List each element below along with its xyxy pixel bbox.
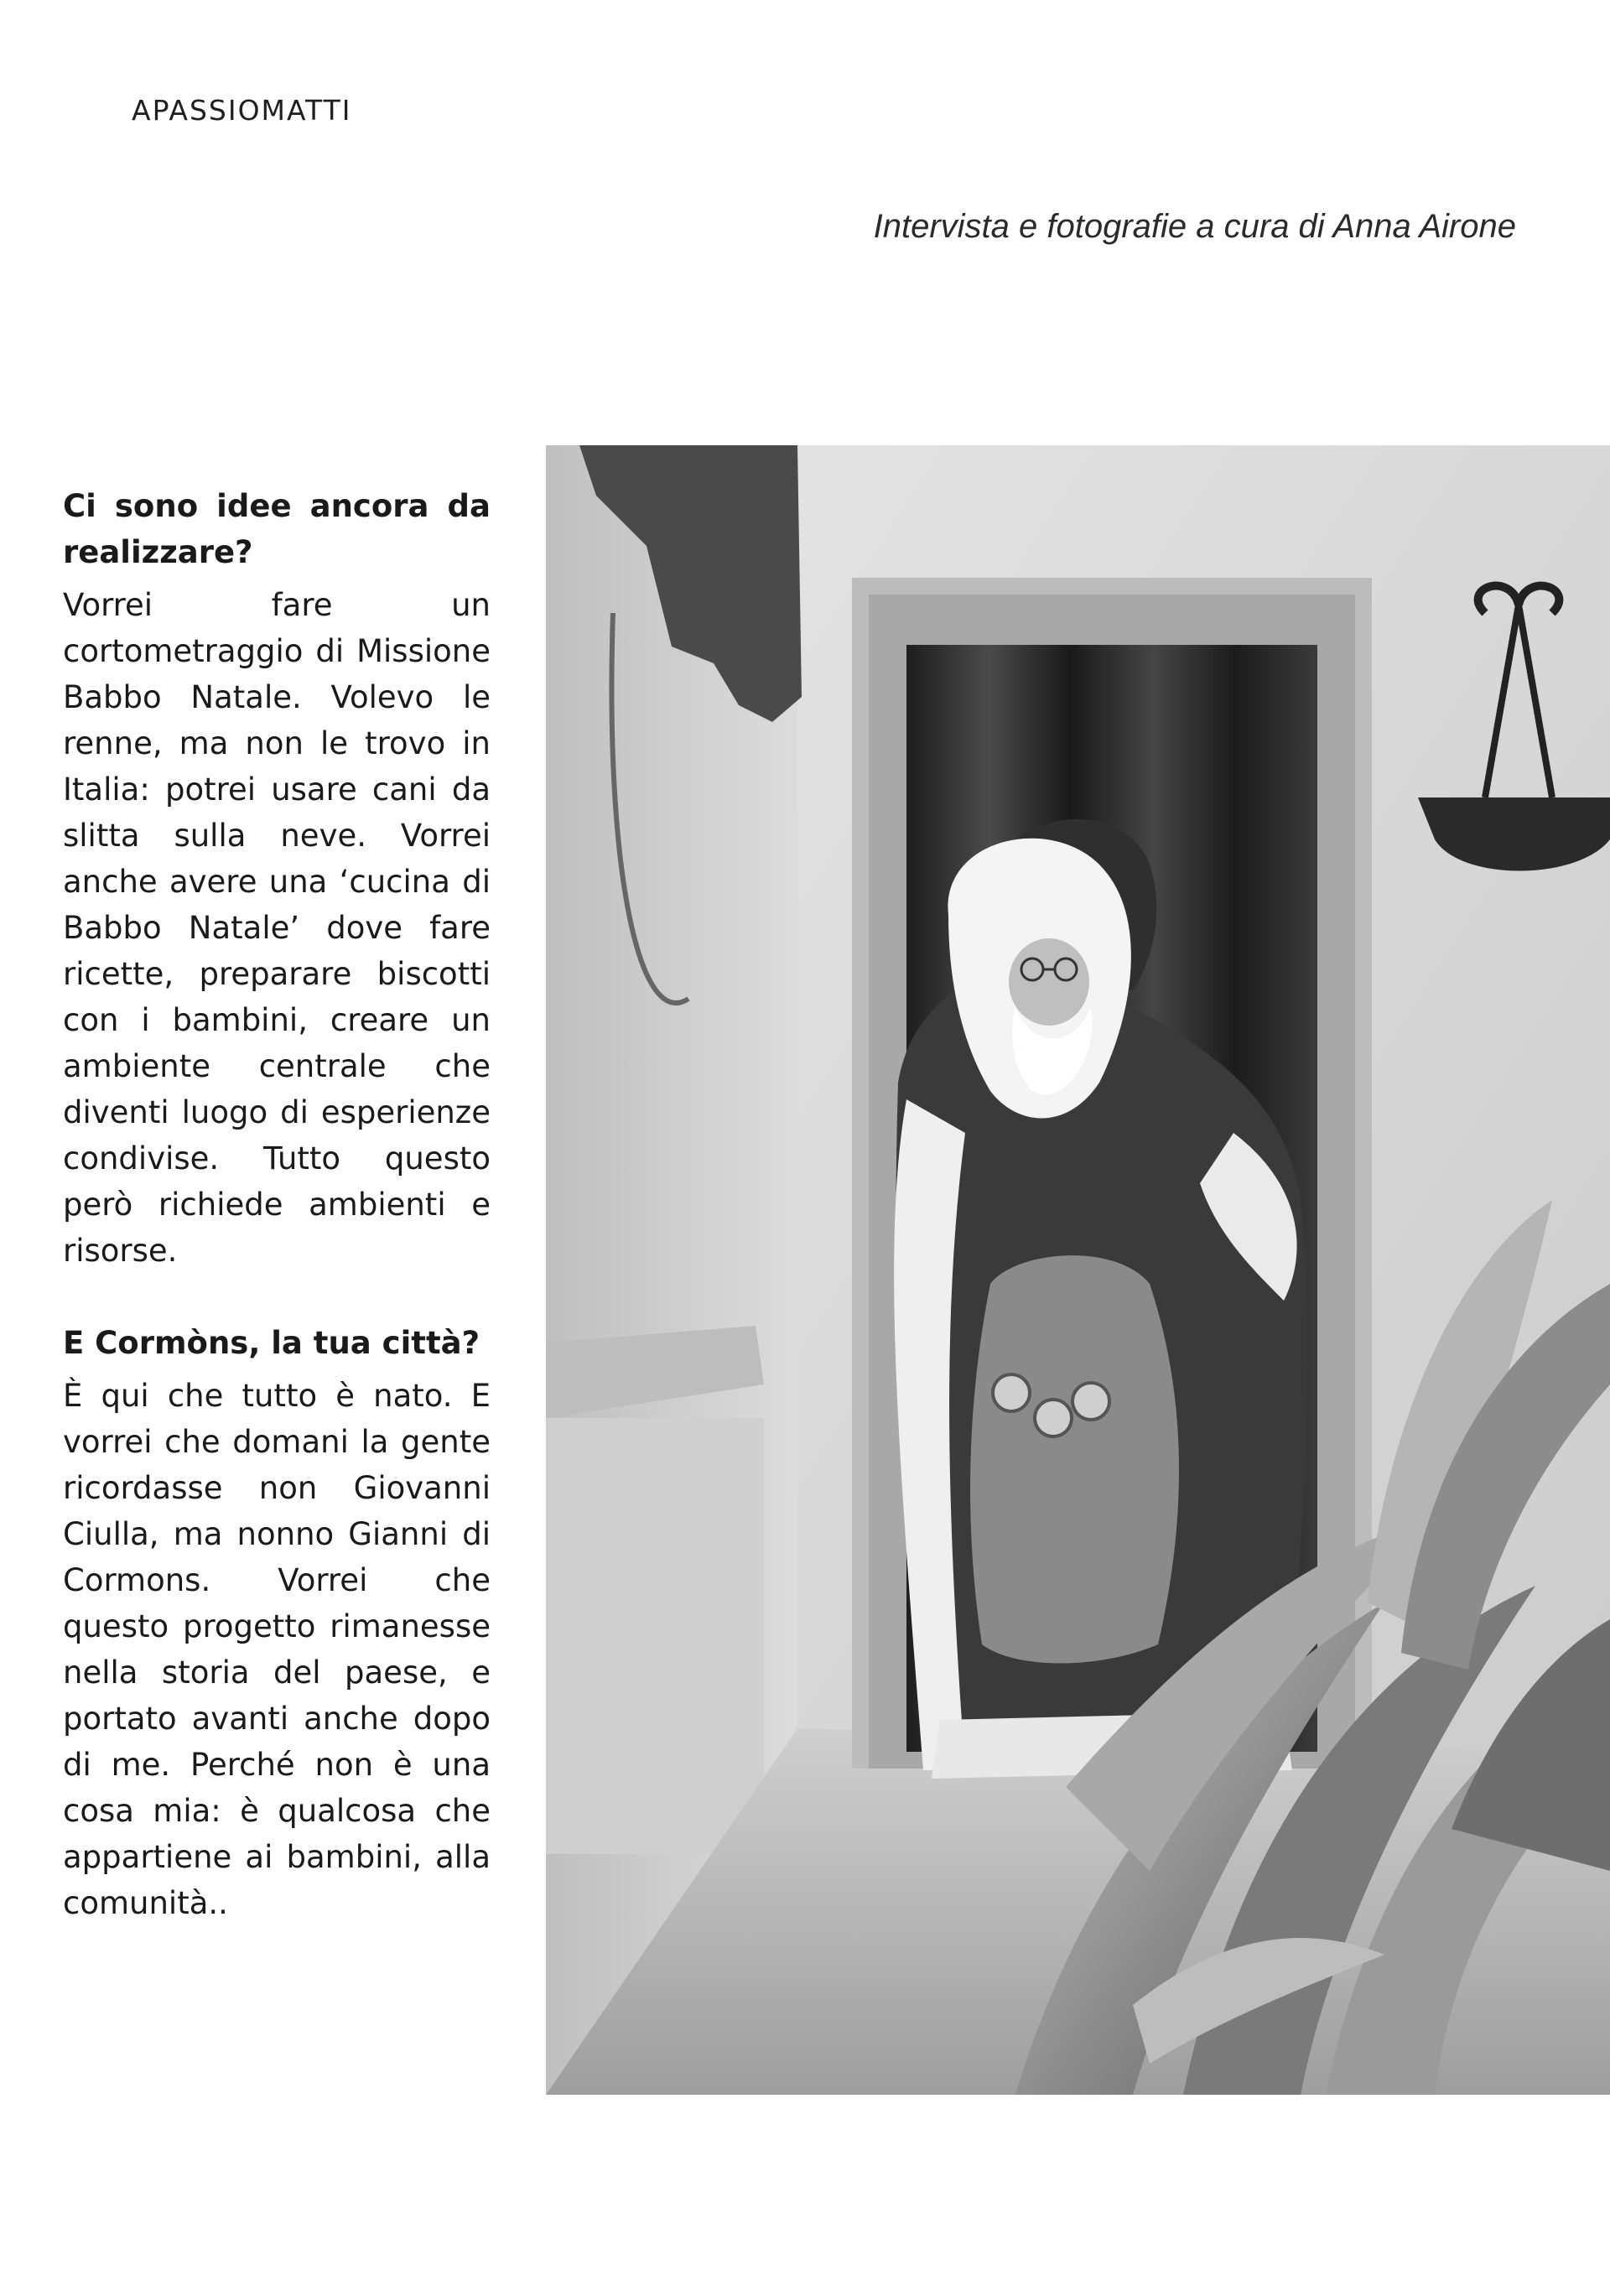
answer-cormons: È qui che tutto è nato. E vorrei che domani la gente ricordasse non Giovanni Ciulla, ma nonno Gianni di Cormons. Vorrei che questo progetto rimanesse nella storia del paese, e portato avanti anche dopo di me. Perché non è una cosa mia: è qualcosa che appartiene ai bambini, alla comunità.. — [63, 1378, 491, 1921]
section-label: APASSIOMATTI — [132, 94, 352, 127]
question-cormons: E Cormòns, la tua città? — [63, 1325, 480, 1361]
santa-photo-illustration — [546, 445, 1610, 2095]
interview-text-column — [63, 483, 491, 1926]
ledge-block — [546, 1418, 764, 1854]
question-ideas: Ci sono idee ancora da realizzare? — [63, 488, 491, 570]
answer-ideas: Vorrei fare un cortometraggio di Missione Babbo Natale. Volevo le renne, ma non le trovo in Italia: potrei usare cani da slitta sulla neve. Vorrei anche avere una ‘cucina di Babbo Natale’ dove fare ricette, preparare biscotti con i bambini, creare un ambiente centrale che diventi luogo di esperienze condivise. Tutto questo però richiede ambienti e risorse. — [63, 587, 491, 1269]
photo-credit: Intervista e fotografie a cura di Anna Airone — [873, 208, 1516, 245]
paragraph-spacer — [63, 1274, 491, 1320]
santa-photograph — [546, 445, 1610, 2095]
